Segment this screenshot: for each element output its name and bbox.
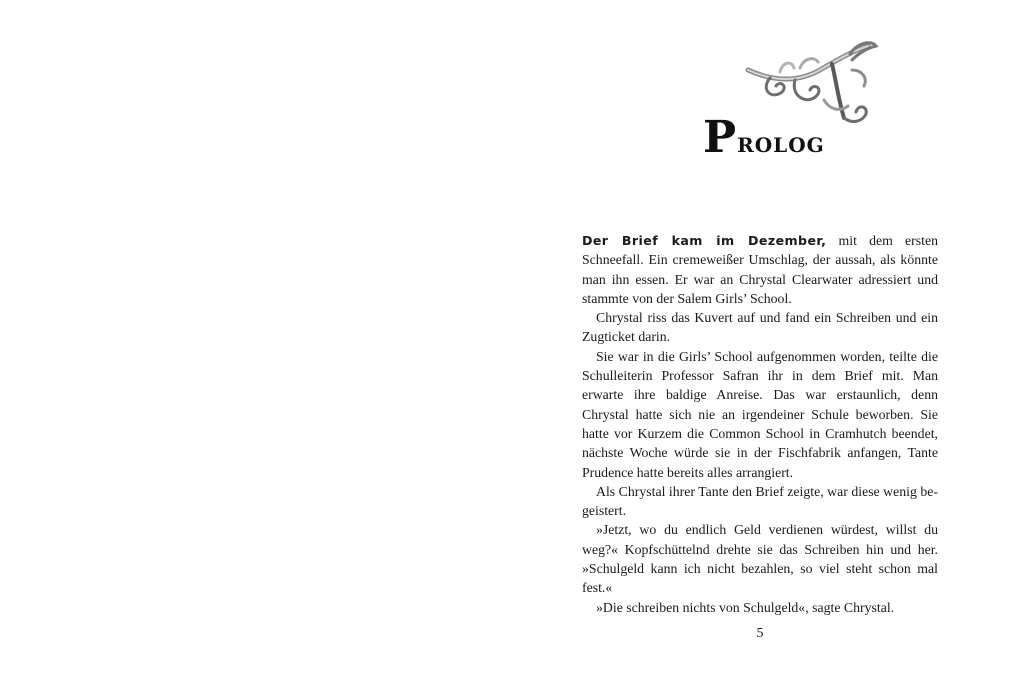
paragraph: »Die schreiben nichts von Schulgeld«, sagte Chrystal. (596, 599, 895, 615)
chapter-title-rest: rolog (737, 126, 825, 159)
page-number: 5 (756, 626, 764, 641)
paragraph: Sie war in die Girls’ School aufgenommen worden, teilte die Schulleiterin Professor Safran ihr in dem Brief mit. Man erwarte ihre baldige Anreise. Das war erstaunlich, denn Chrystal hatte sich nie an irgendeiner Schule beworben. Sie hatte vor Kurzem die Common School in Cramhutch beendet, nächste Woche würde sie in der Fischfabrik anfangen, Tante Prudence hatte bereits alles arrangiert. (582, 348, 938, 480)
opening-phrase: Der Brief kam im Dezember, (582, 233, 827, 248)
paragraph (582, 231, 938, 308)
chapter-title-initial: P (703, 112, 738, 163)
paragraph: Als Chrystal ihrer Tante den Brief zeigte, war diese wenig begeistert. (582, 483, 938, 519)
chapter-title (703, 112, 825, 163)
paragraph-text: mit dem ersten Schneefall. Ein cremeweißer Umschlag, der aussah, als könnte man ihn essen. Er war an Chrystal Clearwater adressiert und stammte von der Salem Girls’ School. (582, 233, 938, 306)
paragraph: Chrystal riss das Kuvert auf und fand ein Schreiben und ein Zugticket darin. (582, 310, 938, 345)
paragraph: »Jetzt, wo du endlich Geld verdienen würdest, willst du weg?« Kopfschüttelnd drehte sie das Schreiben hin und her. »Schulgeld kann ich nicht bezahlen, so viel steht schon mal fest.« (582, 522, 938, 596)
body-text (582, 231, 938, 617)
